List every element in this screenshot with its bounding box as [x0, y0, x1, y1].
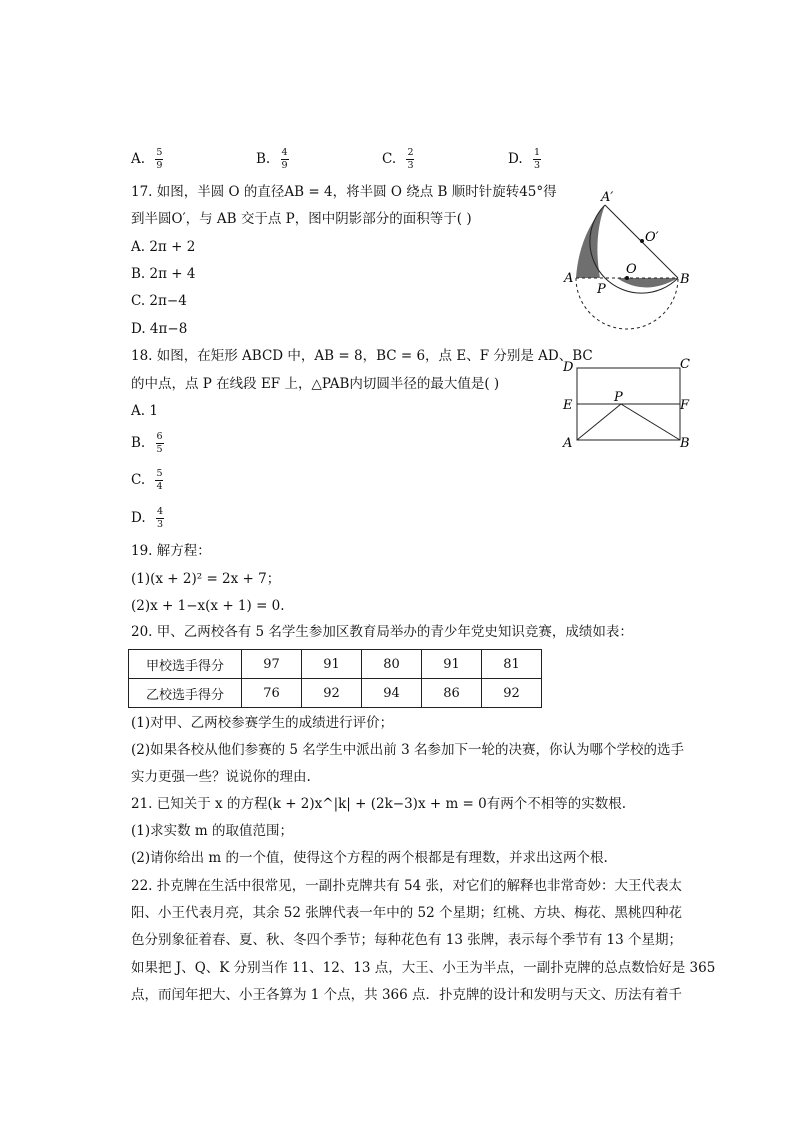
q18-stem-line1: 18. 如图，在矩形 ABCD 中，AB = 8，BC = 6，点 E、F 分别是 AD、BC	[131, 348, 593, 364]
q18-option-c: C. $\frac{5}{4}$	[131, 468, 163, 492]
q18-figure	[555, 352, 700, 454]
shaded-region-left	[576, 205, 605, 278]
fraction: $\frac{4}{9}$	[281, 147, 288, 171]
score-cell: 94	[362, 679, 422, 708]
label-a: A	[563, 436, 573, 451]
row-header: 乙校选手得分	[129, 679, 242, 708]
fraction: $\frac{5}{4}$	[156, 468, 163, 492]
q22-line2: 阳、小王代表月亮，其余 52 张牌代表一年中的 52 个星期；红桃、方块、梅花、黑桃四种花	[131, 905, 683, 921]
score-table	[128, 649, 542, 708]
q17-option-c: C. 2π−4	[131, 293, 187, 309]
table-row	[129, 679, 542, 708]
score-cell: 97	[242, 650, 302, 679]
score-cell: 76	[242, 679, 302, 708]
q22-line1: 22. 扑克牌在生活中很常见，一副扑克牌共有 54 张，对它们的解释也非常奇妙：大王代表太	[131, 878, 683, 894]
score-cell: 92	[302, 679, 362, 708]
label-a-prime: A′	[601, 190, 614, 205]
q17-option-a: A. 2π + 2	[131, 239, 196, 255]
q18-option-d: D. $\frac{4}{3}$	[131, 506, 163, 530]
fraction: $\frac{6}{5}$	[156, 431, 163, 455]
label-b: B	[680, 436, 690, 451]
q20-sub-1: (1)对甲、乙两校参赛学生的成绩进行评价；	[131, 715, 394, 731]
q22-line3: 色分别象征着春、夏、秋、冬四个季节；每种花色有 13 张牌，表示每个季节有 13 个星期；	[131, 932, 683, 948]
q18-option-a: A. 1	[131, 403, 158, 419]
q16-option-c: C. $\frac{2}{3}$	[382, 147, 414, 171]
segment-pb	[621, 404, 680, 440]
q20-sub-2-line2: 实力更强一些？说说你的理由.	[131, 769, 311, 785]
label-p: P	[597, 282, 606, 297]
score-cell: 91	[302, 650, 362, 679]
row-header: 甲校选手得分	[129, 650, 242, 679]
q17-stem-line1: 17. 如图，半圆 O 的直径AB = 4，将半圆 O 绕点 B 顺时针旋转45°得	[131, 184, 557, 200]
fraction: $\frac{4}{3}$	[156, 506, 163, 530]
q16-option-b: B. $\frac{4}{9}$	[256, 147, 288, 171]
point-o-prime	[640, 239, 644, 243]
q21-sub-1: (1)求实数 m 的取值范围；	[131, 823, 294, 839]
fraction: $\frac{1}{3}$	[533, 147, 540, 171]
q16-option-a: A. $\frac{5}{9}$	[131, 147, 163, 171]
label-o: O	[626, 262, 637, 277]
fraction: $\frac{5}{9}$	[156, 147, 163, 171]
q18-option-b: B. $\frac{6}{5}$	[131, 431, 163, 455]
q21-title: 21. 已知关于 x 的方程(k + 2)x^|k| + (2k−3)x + m = 0有两个不相等的实数根.	[131, 796, 627, 812]
fraction: $\frac{2}{3}$	[407, 147, 414, 171]
q19-title: 19. 解方程：	[131, 543, 211, 559]
score-cell: 80	[362, 650, 422, 679]
score-cell: 86	[422, 679, 482, 708]
label-o-prime: O′	[645, 230, 659, 245]
q22-line4: 如果把 J、Q、K 分别当作 11、12、13 点，大王、小王为半点，一副扑克牌的总点数恰好是 365	[131, 960, 716, 976]
label-b: B	[680, 272, 690, 287]
label-d: D	[563, 360, 574, 375]
label-c: C	[680, 357, 690, 372]
q20-sub-2-line1: (2)如果各校从他们参赛的 5 名学生中派出前 3 名参加下一轮的决赛，你认为哪个学校的选手	[131, 742, 684, 758]
segment-pa	[577, 404, 621, 440]
label-f: F	[680, 398, 690, 413]
score-cell: 92	[482, 679, 542, 708]
q19-equation-2: (2)x + 1−x(x + 1) = 0.	[131, 598, 285, 614]
label-p: P	[614, 390, 623, 405]
q18-stem-line2: 的中点，点 P 在线段 EF 上，△PAB内切圆半径的最大值是( )	[131, 376, 500, 392]
q17-option-b: B. 2π + 4	[131, 266, 196, 282]
label-e: E	[563, 398, 573, 413]
table-row	[129, 650, 542, 679]
q22-line5: 点，而闰年把大、小王各算为 1 个点，共 366 点．扑克牌的设计和发明与天文、历法有着千	[131, 987, 683, 1003]
q21-sub-2: (2)请你给出 m 的一个值，使得这个方程的两个根都是有理数，并求出这两个根.	[131, 850, 608, 866]
q16-option-d: D. $\frac{1}{3}$	[508, 147, 540, 171]
label-a: A	[564, 271, 574, 286]
score-cell: 81	[482, 650, 542, 679]
q17-option-d: D. 4π−8	[131, 321, 188, 337]
q17-stem-line2: 到半圆O′，与 AB 交于点 P，图中阴影部分的面积等于( )	[131, 211, 472, 227]
q20-title: 20. 甲、乙两校各有 5 名学生参加区教育局举办的青少年党史知识竞赛，成绩如表：	[131, 624, 633, 640]
score-cell: 91	[422, 650, 482, 679]
semicircle-o-dashed	[576, 278, 678, 329]
q17-figure	[555, 185, 700, 335]
q19-equation-1: (1)(x + 2)² = 2x + 7；	[131, 571, 281, 587]
